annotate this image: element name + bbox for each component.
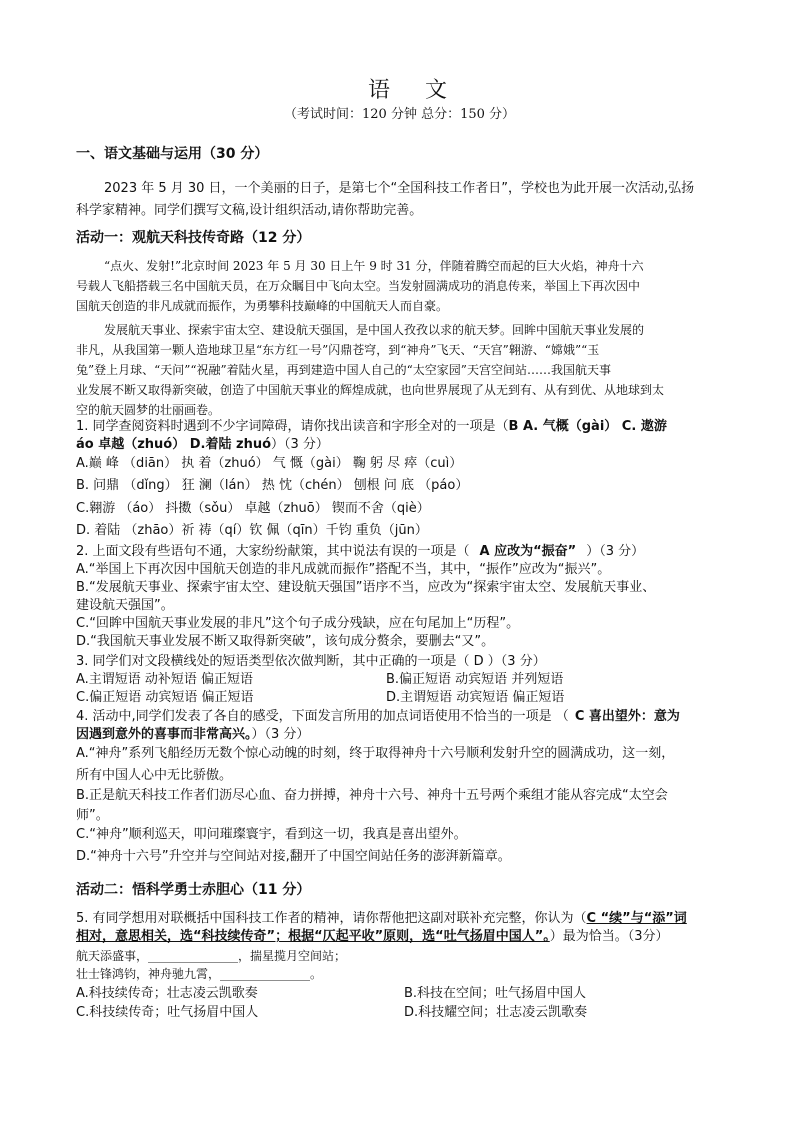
question-stem: 5. 有同学想用对联概括中国科技工作者的精神，请你帮他把这副对联补充完整，你认为（ xyxy=(76,911,587,926)
passage-line: 国航天创造的非凡成就而振作，为勇攀科技巅峰的中国航天人而自豪。 xyxy=(76,299,449,313)
option-b: B.正是航天科技工作者们沥尽心血、奋力拼搏，神舟十六号、神舟十五号两个乘组才能从容完成“太空会 xyxy=(76,788,668,803)
option-b-cont: 师”。 xyxy=(76,808,109,823)
option-d: D. 着陆 （zhāo）祈 祷（qí）钦 佩（qīn）千钧 重负（jūn） xyxy=(76,523,428,538)
question-4-cont xyxy=(76,726,309,743)
activity-heading: 活动二：悟科学勇士赤胆心（11 分） xyxy=(76,882,311,898)
passage-line: “点火、发射!”北京时间 2023 年 5 月 30 日上午 9 时 31 分，伴随着腾空而起的巨大火焰，神舟十六 xyxy=(104,259,644,273)
couplet-line: 航天添盛事，_______________，揣星揽月空间站； xyxy=(76,949,347,963)
option-c: C.“神舟”顺利巡天，叩问璀璨寰宇，看到这一切，我真是喜出望外。 xyxy=(76,827,467,842)
question-points: ）（3 分） xyxy=(251,727,310,742)
section-heading: 一、语文基础与运用（30 分） xyxy=(76,146,269,162)
question-4 xyxy=(76,708,680,725)
exam-subtitle: （考试时间：120 分钟 总分：150 分） xyxy=(284,107,516,122)
option-c: C.“回眸中国航天事业发展的非凡”这个句子成分残缺，应在句尾加上“历程”。 xyxy=(76,616,520,631)
question-1-cont xyxy=(76,436,329,453)
option-a: A.“举国上下再次因中国航天创造的非凡成就而振作”搭配不当，其中，“振作”应改为“振兴”。 xyxy=(76,562,611,577)
question-stem: 1. 同学查阅资料时遇到不少字词障碍，请你找出读音和字形全对的一项是（ xyxy=(76,419,509,434)
question-2 xyxy=(76,543,644,560)
activity-heading: 活动一：观航天科技传奇路（12 分） xyxy=(76,230,311,246)
answer-text: 因遇到意外的喜事而非常高兴。 xyxy=(76,727,252,742)
couplet-line: 壮士锋鸿钧，神舟驰九霄，_______________。 xyxy=(76,967,323,981)
passage-line: 非凡，从我国第一颗人造地球卫星“东方红一号”闪鼎苍穹，到“神舟”飞天、“天宫”翱游、“嫦娥”“玉 xyxy=(76,343,600,357)
question-5-cont xyxy=(76,928,669,945)
question-stem: 2. 上面文段有些语句不通，大家纷纷献策，其中说法有误的一项是（ xyxy=(76,544,470,559)
passage-line: 空的航天圆梦的壮丽画卷。 xyxy=(76,403,221,417)
intro-line: 科学家精神。同学们撰写文稿,设计组织活动,请你帮助完善。 xyxy=(76,203,423,218)
answer-text: C 喜出望外：意为 xyxy=(574,709,680,724)
question-5 xyxy=(76,910,687,927)
question-points: ）最为恰当。（3分） xyxy=(549,929,669,944)
answer-text: B A. 气概（gài） C. 遨游 xyxy=(508,419,667,434)
option-a: A.“神舟”系列飞船经历无数个惊心动魄的时刻，终于取得神舟十六号顺利发射升空的圆满成功，这一刻， xyxy=(76,746,675,761)
option-a-cont: 所有中国人心中无比骄傲。 xyxy=(76,768,233,783)
option-d: D.主谓短语 动宾短语 偏正短语 xyxy=(386,690,565,705)
option-a: A.主谓短语 动补短语 偏正短语 xyxy=(76,672,254,687)
page-title: 语 文 xyxy=(368,78,461,103)
option-c: C.偏正短语 动宾短语 偏正短语 xyxy=(76,690,254,705)
passage-line: 兔”登上月球、“天问”“祝融”着陆火星，再到建造中国人自己的“太空家园”天宫空间站……我国航天事 xyxy=(76,363,611,377)
option-b: B.科技在空间；吐气扬眉中国人 xyxy=(404,986,587,1001)
option-b-cont: 建设航天强国”。 xyxy=(76,598,174,613)
answer-text: A 应改为“振奋” xyxy=(479,544,577,559)
question-points: ）（3 分） xyxy=(586,544,645,559)
option-d: D.“神舟十六号”升空并与空间站对接,翻开了中国空间站任务的澎湃新篇章。 xyxy=(76,849,511,864)
question-points: ）（3 分） xyxy=(271,437,329,452)
option-a: A.巅 峰 （diān） 执 着（zhuó） 气 慨（gài） 鞠 躬 尽 瘁（cuì） xyxy=(76,456,463,471)
answer-text: C “续”与“添”词 xyxy=(586,911,687,926)
option-b: B.偏正短语 动宾短语 并列短语 xyxy=(386,672,564,687)
question-3: 3. 同学们对文段横线处的短语类型依次做判断，其中正确的一项是（ D ）（3 分） xyxy=(76,654,546,669)
question-stem: 4. 活动中,同学们发表了各自的感受，下面发言所用的加点词语使用不恰当的一项是 （ xyxy=(76,709,569,724)
option-b: B.“发展航天事业、探索宇宙太空、建设航天强国”语序不当，应改为“探索宇宙太空、发展航天事业、 xyxy=(76,580,656,595)
option-d: D.“我国航天事业发展不断又取得新突破”，该句成分赘余，要删去“又”。 xyxy=(76,634,495,649)
option-a: A.科技续传奇；壮志凌云凯歌奏 xyxy=(76,986,258,1001)
passage-line: 号载人飞船搭载三名中国航天员，在万众瞩目中飞向太空。当发射圆满成功的消息传来，举国上下再次因中 xyxy=(76,279,641,293)
option-b: B. 问鼎 （dǐng） 狂 澜（lán） 热 忱（chén） 刨根 问 底 （páo） xyxy=(76,478,469,493)
passage-line: 业发展不断又取得新突破，创造了中国航天事业的辉煌成就，也向世界展现了从无到有、从有到优、从地球到太 xyxy=(76,383,665,397)
option-c: C.翱游 （áo） 抖擞（sǒu） 卓越（zhuō） 锲而不舍（qiè） xyxy=(76,501,430,516)
option-c: C.科技续传奇；吐气扬眉中国人 xyxy=(76,1005,259,1020)
passage-line: 发展航天事业、探索宇宙太空、建设航天强国，是中国人孜孜以求的航天梦。回眸中国航天事业发展的 xyxy=(104,323,645,337)
answer-text: 相对，意思相关，选“科技续传奇”；根据“仄起平收”原则，选“吐气扬眉中国人”。 xyxy=(76,929,550,944)
answer-text: áo 卓越（zhuó） D.着陆 zhuó xyxy=(76,437,272,452)
option-d: D.科技耀空间；壮志凌云凯歌奏 xyxy=(404,1005,588,1020)
question-1 xyxy=(76,418,667,435)
intro-line: 2023 年 5 月 30 日，一个美丽的日子，是第七个“全国科技工作者日”，学校也为此开展一次活动,弘扬 xyxy=(104,181,695,196)
